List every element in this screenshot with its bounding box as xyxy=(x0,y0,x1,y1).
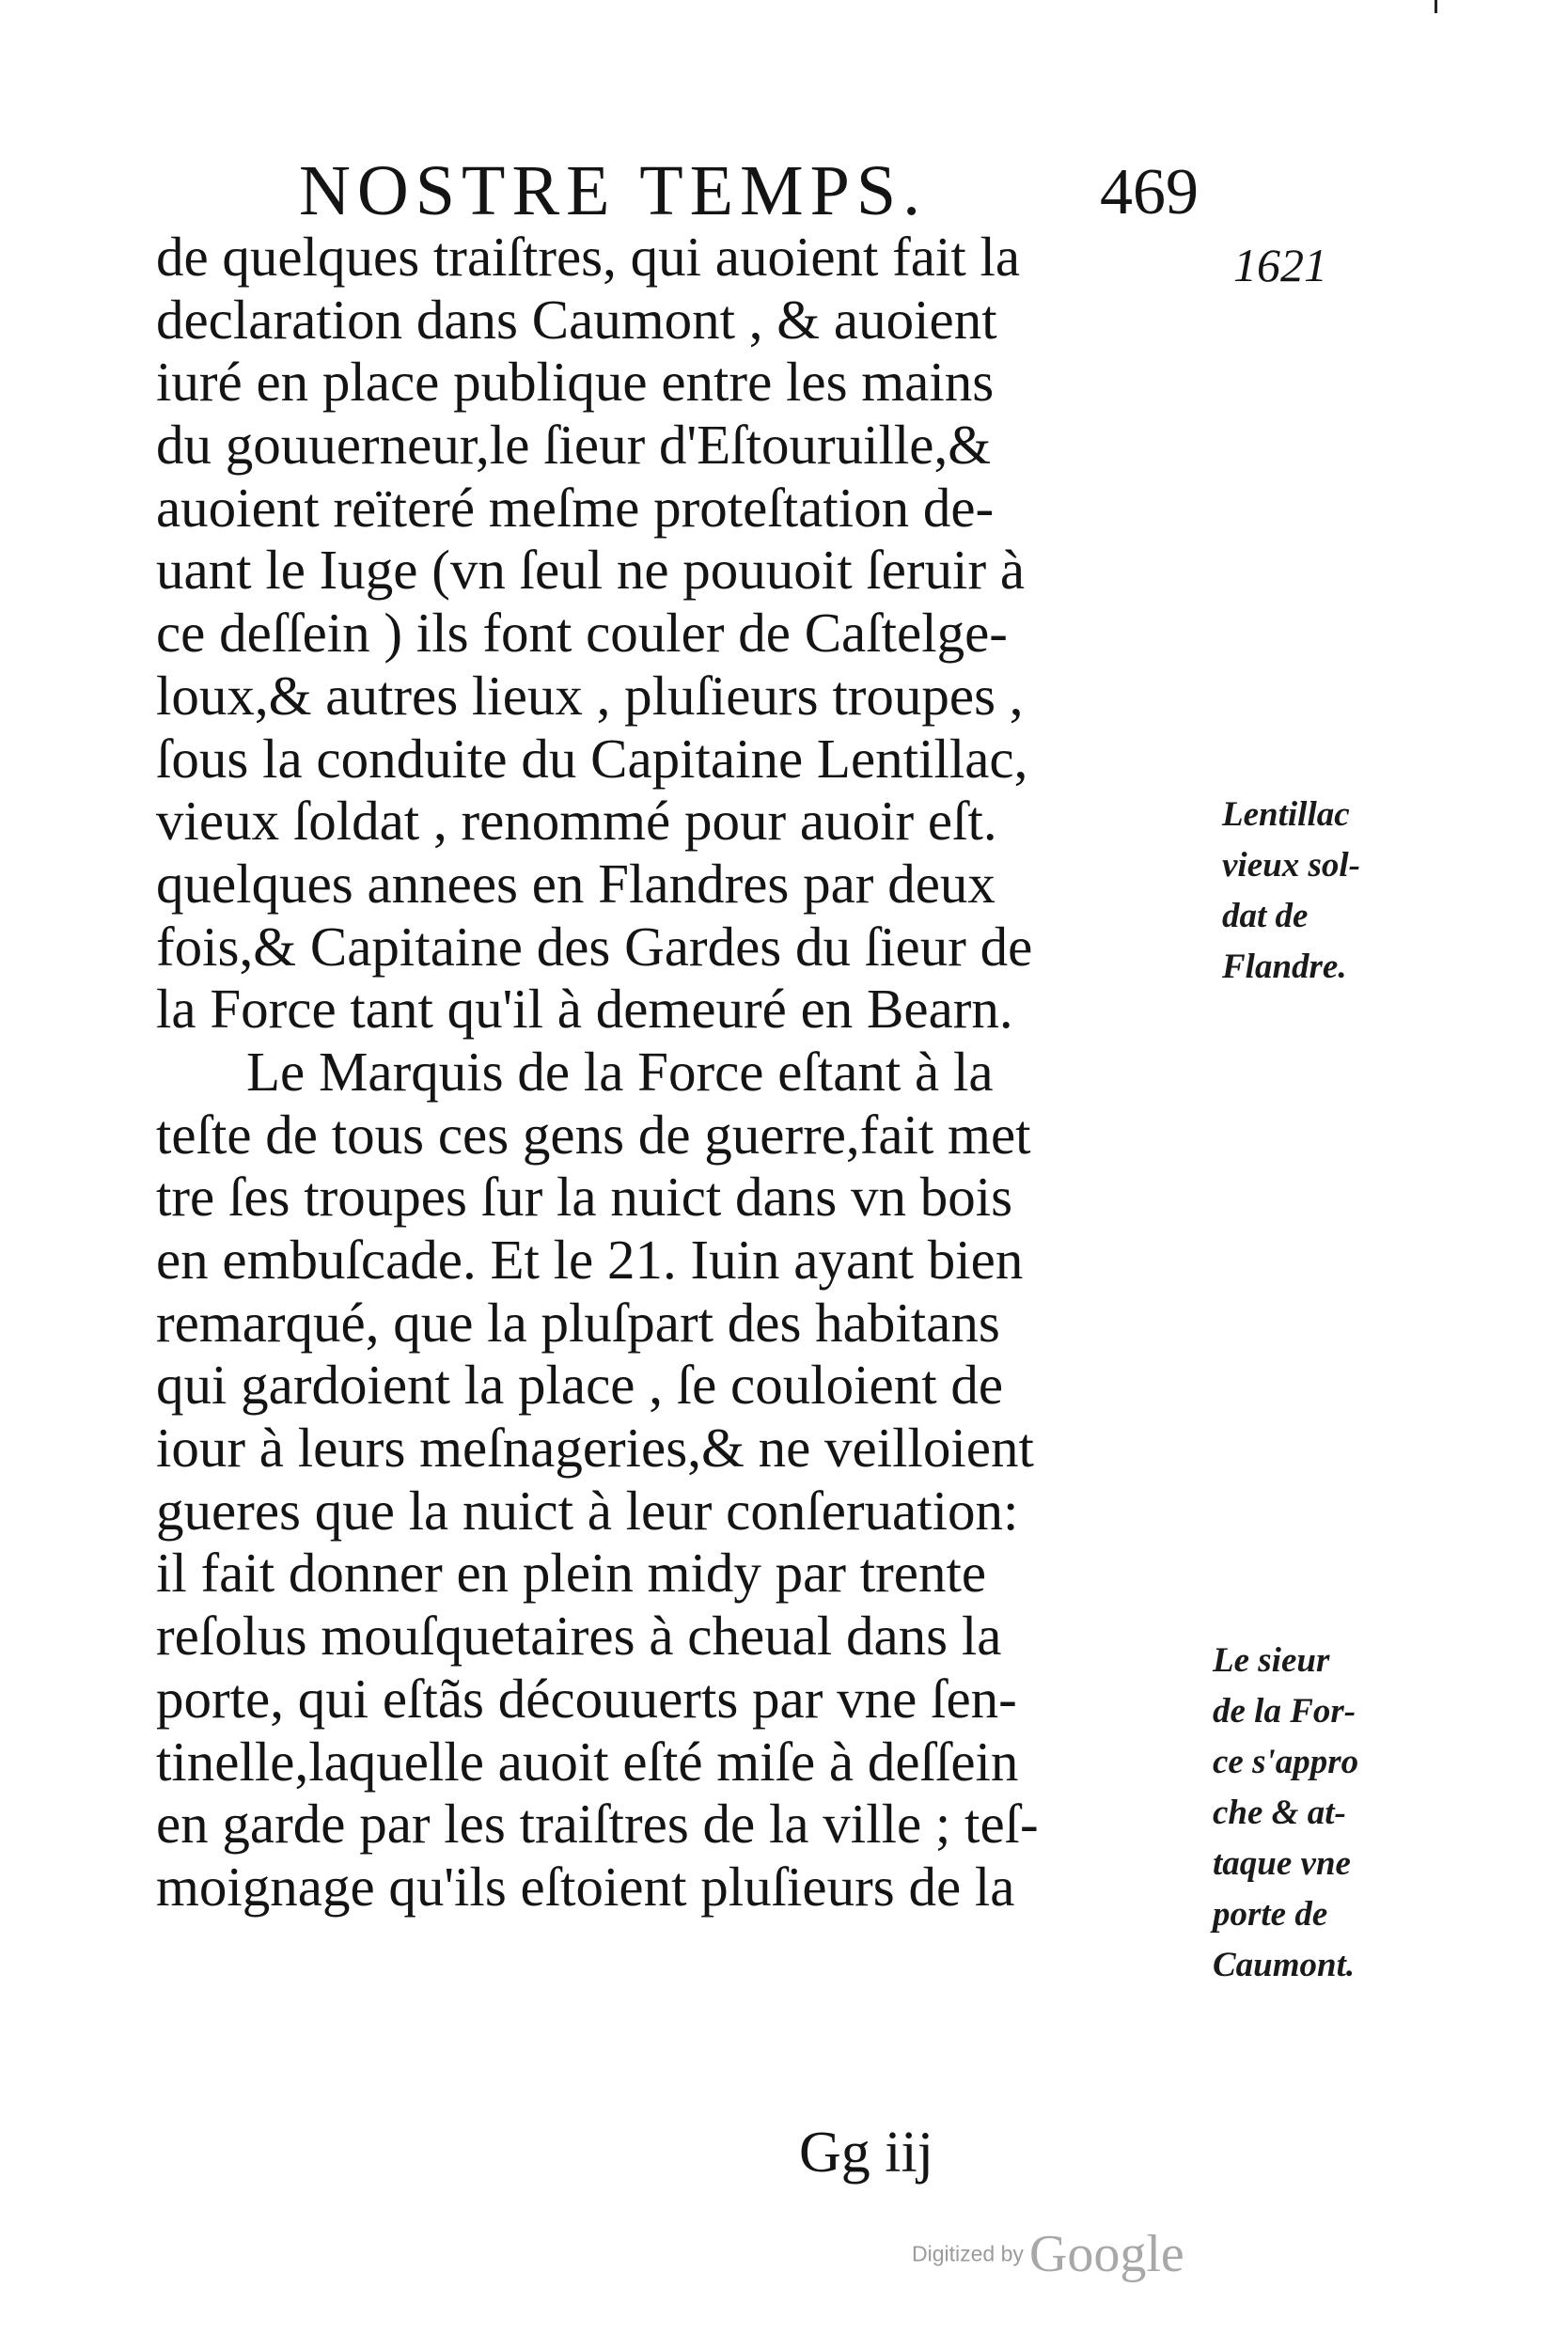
text-line: tre ſes troupes ſur la nuict dans vn bois xyxy=(156,1166,1013,1229)
margin-note-lentillac xyxy=(1222,790,1360,993)
text-line: en embuſcade. Et le 21. Iuin ayant bien xyxy=(156,1229,1024,1291)
text-line: iour à leurs meſnageries,& ne veilloient xyxy=(156,1417,1034,1480)
text-line: la Force tant qu'il à demeuré en Bearn. xyxy=(156,978,1013,1041)
text-line: moignage qu'ils eſtoient pluſieurs de la xyxy=(156,1855,1015,1918)
text-line: uant le Iuge (vn ſeul ne pouuoit ſeruir à xyxy=(156,539,1026,602)
margin-note-line: Le sieur xyxy=(1213,1641,1330,1680)
margin-note-line: taque vne xyxy=(1213,1844,1351,1883)
margin-note-line: Caumont. xyxy=(1213,1946,1356,1984)
body-text xyxy=(156,226,1209,1919)
margin-note-line: che & at- xyxy=(1213,1794,1346,1832)
google-logo-text: Google xyxy=(1028,2225,1184,2283)
text-line: remarqué, que la pluſpart des habitans xyxy=(156,1291,1000,1354)
text-line: declaration dans Caumont , & auoient xyxy=(156,288,997,351)
signature-mark: Gg iij xyxy=(799,2121,933,2185)
text-line: en garde par les traiſtres de la ville ; teſ- xyxy=(156,1793,1039,1856)
text-line: du gouuerneur,le ſieur d'Eſtouruille,& xyxy=(156,414,992,477)
text-line: porte, qui eſtãs découuerts par vne ſen- xyxy=(156,1667,1017,1730)
margin-note-line: porte de xyxy=(1213,1895,1328,1934)
margin-note-line: Lentillac xyxy=(1222,795,1350,834)
text-line: fois,& Capitaine des Gardes du ſieur de xyxy=(156,915,1033,978)
text-line: iuré en place publique entre les mains xyxy=(156,351,995,414)
margin-note-line: ce s'appro xyxy=(1213,1743,1359,1781)
page-number: 469 xyxy=(1100,156,1199,228)
paragraph-first-line: Le Marquis de la Force eſtant à la xyxy=(246,1040,994,1103)
margin-note-line: vieux sol- xyxy=(1222,846,1360,885)
text-line: auoient reïteré meſme proteſtation de- xyxy=(156,476,995,539)
text-line: loux,& autres lieux , pluſieurs troupes , xyxy=(156,664,1024,727)
text-line: ſous la conduite du Capitaine Lentillac, xyxy=(156,727,1028,790)
margin-note-line: de la For- xyxy=(1213,1692,1356,1731)
text-line: tinelle,laquelle auoit eſté miſe à deſſein xyxy=(156,1730,1019,1793)
text-line: vieux ſoldat , renommé pour auoir eſt. xyxy=(156,790,997,853)
text-line: qui gardoient la place , ſe couloient de xyxy=(156,1354,1004,1417)
scan-edge-mark xyxy=(1435,0,1437,13)
margin-note-line: dat de xyxy=(1222,897,1309,935)
margin-year: 1621 xyxy=(1233,239,1327,291)
text-line: teſte de tous ces gens de guerre,fait met xyxy=(156,1103,1031,1166)
digitized-by-label: Digitized by xyxy=(912,2241,1024,2266)
text-line: reſolus mouſquetaires à cheual dans la xyxy=(156,1605,1002,1668)
margin-note-attack xyxy=(1213,1636,1358,1991)
digitization-watermark xyxy=(912,2224,1184,2290)
text-line: gueres que la nuict à leur conſeruation: xyxy=(156,1479,1019,1542)
margin-note-line: Flandre. xyxy=(1222,948,1347,986)
text-line: quelques annees en Flandres par deux xyxy=(156,852,996,915)
text-line: ce deſſein ) ils font couler de Caſtelge- xyxy=(156,602,1008,665)
running-title: NOSTRE TEMPS. xyxy=(299,151,928,230)
page-header xyxy=(273,149,1231,233)
text-line: il fait donner en plein midy par trente xyxy=(156,1542,987,1605)
text-line: de quelques traiſtres, qui auoient fait la xyxy=(156,226,1021,288)
